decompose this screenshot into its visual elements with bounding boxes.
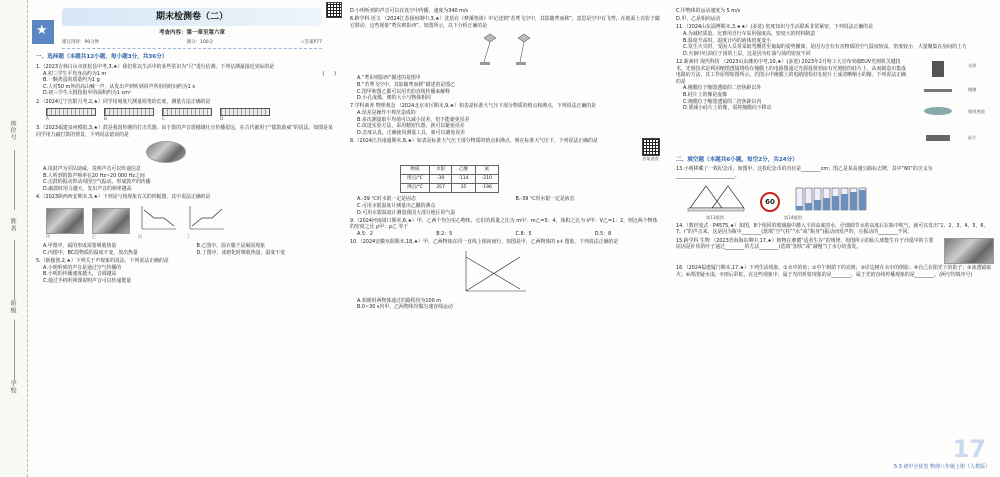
column-2: D.小明听到的声音可以在真空中传播，速度为340 m/s 6.跨学科 语文 （2024江苏扬州期中,3,★）沈括在《梦溪笔谈》中记述到“若鸢飞空中，其影随鸢而移”，意思是空中有飞鸢，在地面上有影子随它移动，这些现象“鸢东则影西”。如图所示，以下分析正确的是 A.“鸢东则影西”描述的是图甲 B.“若鸢飞空中，其影随鸢而移”描述的是图乙 C.图甲和图乙都可以用光的直线传播来解释 D.小孔成像，像的大小与物体相同 7.学科素养 物理观念 （2024北京市区期末,9,★）如表是标准大气压下部分物质的熔点和沸点，下列说法正确的是 A.误差是操作不规范造成的 B.多次测量取平均值可以减小误差，但不能避免误差 C.改进实验方法，采用精密仪器，就可以避免误差 D.态度认真，正确使用测量工具，就可以避免误差 8.（2024江苏南通期末,8,★）如表是标准大气压下部分物质的熔点和沸点，则在标准大气压下，下列说法正确的是 答案速查 物质 水银 乙醚 氮 熔点/℃ -39 -114 -210 沸点/℃ 357 35 -196 A.-39 ℃时水银一定是固态 B.-39 ℃时水银一定是液态 C.可用水银温度计测量出乙醚的沸点 D.可用水银温度计测量我国大部分地区的气温 9.（2024河南周口期末,6,★）甲、乙两个均匀实心物体，它们的质量之比为 m甲：m乙=5：4，体积之比为 V甲：V乙=1：2，则这两个物体的密度之比 ρ甲：ρ乙 等于 A.5：2 B.2：5 C.8：5 D.5：8 10.（2024安徽阜阳期末,18,★）甲、乙两物体在同一直线上相向而行，如图是甲、乙两物体的 s-t 图象，下列说法正确的是 A.相遇时两物体通过的路程均为100 m B.0~30 s内甲、乙两物体均做匀速直线运动 [350,8,660,311]
st-graph [460,249,530,295]
cooling-graph [138,204,178,232]
qr-code-icon [326,2,342,18]
lithography-figure: 光源 掩膜 缩图透镜 硅片 [914,59,994,152]
exam-time: 建议用时：90分钟 [62,40,100,46]
question-5: 5.（新独创,2,★）下列关于声现象的说法，下列说法正确的是 A.小明听到的声音是通过空气传播的 B.小明的传播速度越大，音调越高 C.通过手机听网课说明声音可以传递能量 [36,257,169,284]
page-title: 期末检测卷（二） [155,12,228,22]
column-3: C.甲物体的运动速度为 5 m/s D.甲、乙是相向运动 11.（2024山东淄博期末,3,★★）(多选) 密度知识与生活联系非常紧密，下列说法正确的是 A.为减轻质量，比赛用自行车采用强度高、密度大的材料制造 B.温度升高时，温度计内的液体密度变小 C.发生火灾时，受困人员常采取弯腰甚至匍匐的姿势撤离，是因为含有有害物质的空气温度较高，密度较小，大量聚集在房间的上方 D.火锅中红油位于汤的上层，这是因为红油与汤的密度不同 12.新素材 现代科技 （2023山东潍坊中考,10,★）(多选) 2023年2月哈工大宣布突破EUV光刻机关键技术，光刻技术是利用缩图透镜将绘在掩膜上的电路图通过光源投射到涂有光刻胶的硅片上，从而制造出集成电路的方法，其工作原理如图所示。若图示中掩膜上的电路图恰好在硅片上成清晰缩小的像，下列说法正确的是 A.掩膜位于缩图透镜的二倍焦距以外 B.硅片上的像是虚像 C.掩膜位于缩图透镜的二倍焦距以内 D.要减小硅片上的像，需将掩膜向下移动 光源 掩膜 缩图透镜 硅片 二、填空题（本题共6小题，每空2分，共24分） 13.小明移藏了一枚纪念币，如图甲，这枚纪念币的直径是________cm；图乙是某高速公路标志牌，其中“60”的含义为________________________。 60 第13题图 第14题图 14.（教材变式 · P4575,★）如图，8个相同的玻璃瓶中灌入不同高度的水，仔细调节水的高度后在瓶中吹气，就可以发出“1，2，3，4，5，6，7，i”的声音来，这是因为瓶中________(选填“空气柱”“水”或“瓶身”)振动而发声的，且振动的________不同。 15.跨学科 生物 （2023青海海东期中,17,★）植物在遵循“适者生存”的规律，如图所示的仙人球能生存于沙漠中的主要原因是针状的叶子通过________的方法________(选填“加快”或“减慢”)了水分的蒸发。 16.（2024福建厦门期末,17,★）下列生活现象，①水中的鱼；②中午树荫下的亮斑；③岸边树在水中的倒影；④自己在阳光下的影子；⑤冰透镜取火；⑥潭清疑水浅；⑦雨后彩虹。在这些现象中，属于光的折射现象的是________，属于光的直线传播现象的是________。(两空均填序号) [676,8,994,280]
lithography-diagram [914,59,966,149]
question-15: 15.跨学科 生物 （2023青海海东期中,17,★）植物在遵循“适者生存”的规律，如图所示的仙人球能生存于沙漠中的主要原因是针状的叶子通过________的方法________(选填“加快”或“减慢”)了水分的蒸发。 [676,238,994,264]
q13-q14-figures [686,182,994,212]
question-8: 8.（2024江苏南通期末,8,★）如表是标准大气压下部分物质的熔点和沸点，则在标准大气压下，下列说法正确的是 答案速查 物质 水银 乙醚 氮 熔点/℃ -39 -114 -210 沸点/℃ 357 35 -196 A.-39 ℃时水银一定是固态 B.-39 ℃时水银一定是液态 C.可用水银温度计测量出乙醚的沸点 D.可用水银温度计测量我国大部分地区的气温 [350,138,659,216]
table-row: 熔点/℃ -39 -114 -210 [401,174,499,183]
heat-figures: 甲 乙 丙 丁 [46,204,336,240]
question-1: 1.（2023吉林白山市抚松县中考,3,★）我们常以生活中的某些常识为“尺”进行估测。下列估测最接近实际的是 ( ) A.初三学生平均身高约为1 m B.一颗鸡蛋的质量约为1 g C.人对50 m外的高山喊一声，从发出声到听到回声所用的时间约为1 s D.初三学生大拇指指甲的面积约为1 cm² [36,64,336,97]
title-bar [62,8,322,26]
kite-shadow-figure [470,32,660,72]
melting-boiling-table: 物质 水银 乙醚 氮 熔点/℃ -39 -114 -210 沸点/℃ 357 35 -196 [400,165,499,194]
qr-code-icon [642,138,660,156]
seat-label: 座位号 [9,120,17,141]
page-number: 17 [952,434,986,463]
class-label: 班级 [9,300,17,314]
school-label: 学校 [9,380,17,394]
exam-scope: 考查内容：第一章至第六章 [158,30,225,36]
question-10: 10.（2024安徽阜阳期末,18,★）甲、乙两物体在同一直线上相向而行，如图是甲、乙两物体的 s-t 图象，下列说法正确的是 A.相遇时两物体通过的路程均为100 m B.0~30 s内甲、乙两物体均做匀速直线运动 [350,239,619,311]
frost-image [46,208,84,234]
kite-diagram [470,32,540,72]
question-2: 2.（2024辽宁沈阳月考,2,★）同学用刻度尺测量铅笔的长度，测量方法正确的是 A B C D [36,99,336,122]
cactus-image [944,238,994,264]
star-icon: ★ [36,23,48,38]
question-14: 14.（教材变式 · P4575,★）如图，8个相同的玻璃瓶中灌入不同高度的水，仔细调节水的高度后在瓶中吹气，就可以发出“1，2，3，4，5，6，7，i”的声音来，这是因为瓶中________(选填“空气柱”“水”或“瓶身”)振动而发声的，且振动的________不同。 [676,222,989,236]
exam-meta [62,40,322,49]
ruler-c [162,108,212,116]
ruler-b [104,108,154,116]
question-4: 4.（2023陕西西安期末,3,★）下列是与热现象有关的四幅图，其中说法正确的是 甲 乙 丙 丁 A.甲图中，霜的形成需要吸收热量 B.乙图中，湿衣服干是凝固现象 C.丙图中，BC段物质的温度不变，放出热量 D.丁图中，冰熔化时吸收热量，温度不变 [36,194,336,256]
question-3: 3.（2023福建泉州模拟,3,★）鼓是我国传统的打击乐器。由于鼓的声音震撼雄壮且传播很远，在古代被用于“擂鼓助威”的说法。如图是某同学用力敲打鼓的情景，下列说法错误的是 A.用鼓声为军队助威，说明声音可以传递信息 B.人听到的鼓声频率在20 Hz~20 000 Hz之间 C.击鼓的振动带动周围空气振动，形成鼓声的传播 D.敲鼓时用力越大，发出声音的频率越高 [36,124,333,192]
qr-caption: 答案速查 [642,156,659,162]
question-13: 13.小明移藏了一枚纪念币，如图甲，这枚纪念币的直径是________cm；图乙是某高速公路标志牌，其中“60”的含义为________________________。 60 第13题图 第14题图 [676,166,994,221]
melting-graph [186,204,226,232]
clothes-image [92,208,130,234]
speed-sign-icon: 60 [760,192,780,212]
question-7: 7.学科素养 物理观念 （2024北京市区期末,9,★）如表是标准大气压下部分物质的熔点和沸点，下列说法正确的是 A.误差是操作不规范造成的 B.多次测量取平均值可以减小误差，但不能避免误差 C.改进实验方法，采用精密仪器，就可以避免误差 D.态度认真，正确使用测量工具，就可以避免误差 [350,103,597,136]
footer-text: 5·3 初中全优卷 物理八年级上册（人教版） [893,464,990,471]
ruler-d [220,108,270,116]
column-1 [36,8,336,286]
binding-strip [0,0,28,477]
question-9: 9.（2024河南周口期末,6,★）甲、乙两个均匀实心物体，它们的质量之比为 m甲：m乙=5：4，体积之比为 V甲：V乙=1：2，则这两个物体的密度之比 ρ甲：ρ乙 等于 A.5：2 B.2：5 C.8：5 D.5：8 [350,217,658,237]
section-fill: 二、填空题（本题共6小题，每空2分，共24分） [676,156,798,163]
ruler-figures: A B C D [46,108,336,122]
name-label: 姓名 [9,218,17,232]
triangle-ruler-diagram [686,182,746,212]
section-choice: 一、选择题（本题共12小题，每小题3分，共36分） [36,54,168,61]
water-bottles-diagram [794,182,874,212]
answer-ref: ☆答案P77 [300,40,322,46]
question-6: 6.跨学科 语文 （2024江苏扬州期中,3,★）沈括在《梦溪笔谈》中记述到“若鸢飞空中，其影随鸢而移”，意思是空中有飞鸢，在地面上有影子随它移动，这些现象“鸢东则影西”。如图所示，以下分析正确的是 A.“鸢东则影西”描述的是图甲 B.“若鸢飞空中，其影随鸢而移”描述的是图乙 C.图甲和图乙都可以用光的直线传播来解释 D.小孔成像，像的大小与物体相同 [350,16,660,102]
table-row: 沸点/℃ 357 35 -196 [401,184,499,193]
question-11: 11.（2024山东淄博期末,3,★★）(多选) 密度知识与生活联系非常紧密，下列说法正确的是 A.为减轻质量，比赛用自行车采用强度高、密度大的材料制造 B.温度升高时，温度计内的液体密度变小 C.发生火灾时，受困人员常采取弯腰甚至匍匐的姿势撤离，是因为含有有害物质的空气温度较高，密度较小，大量聚集在房间的上方 D.火锅中红油位于汤的上层，这是因为红油与汤的密度不同 [676,24,967,57]
question-12: 12.新素材 现代科技 （2023山东潍坊中考,10,★）(多选) 2023年2月哈工大宣布突破EUV光刻机关键技术，光刻技术是利用缩图透镜将绘在掩膜上的电路图通过光源投射到涂有光刻胶的硅片上，从而制造出集成电路的方法，其工作原理如图所示。若图示中掩膜上的电路图恰好在硅片上成清晰缩小的像，下列说法正确的是 A.掩膜位于缩图透镜的二倍焦距以外 B.硅片上的像是虚像 C.掩膜位于缩图透镜的二倍焦距以内 D.要减小硅片上的像，需将掩膜向下移动 光源 掩膜 缩图透镜 硅片 [676,59,994,152]
ruler-a [46,108,96,116]
question-16: 16.（2024福建厦门期末,17,★）下列生活现象，①水中的鱼；②中午树荫下的亮斑；③岸边树在水中的倒影；④自己在阳光下的影子；⑤冰透镜取火；⑥潭清疑水浅；⑦雨后彩虹。在这些现象中，属于光的折射现象的是________，属于光的直线传播现象的是________。(两空均填序号) [676,265,992,278]
exam-score: 满分：100分 [186,40,214,46]
drum-image [146,141,186,163]
